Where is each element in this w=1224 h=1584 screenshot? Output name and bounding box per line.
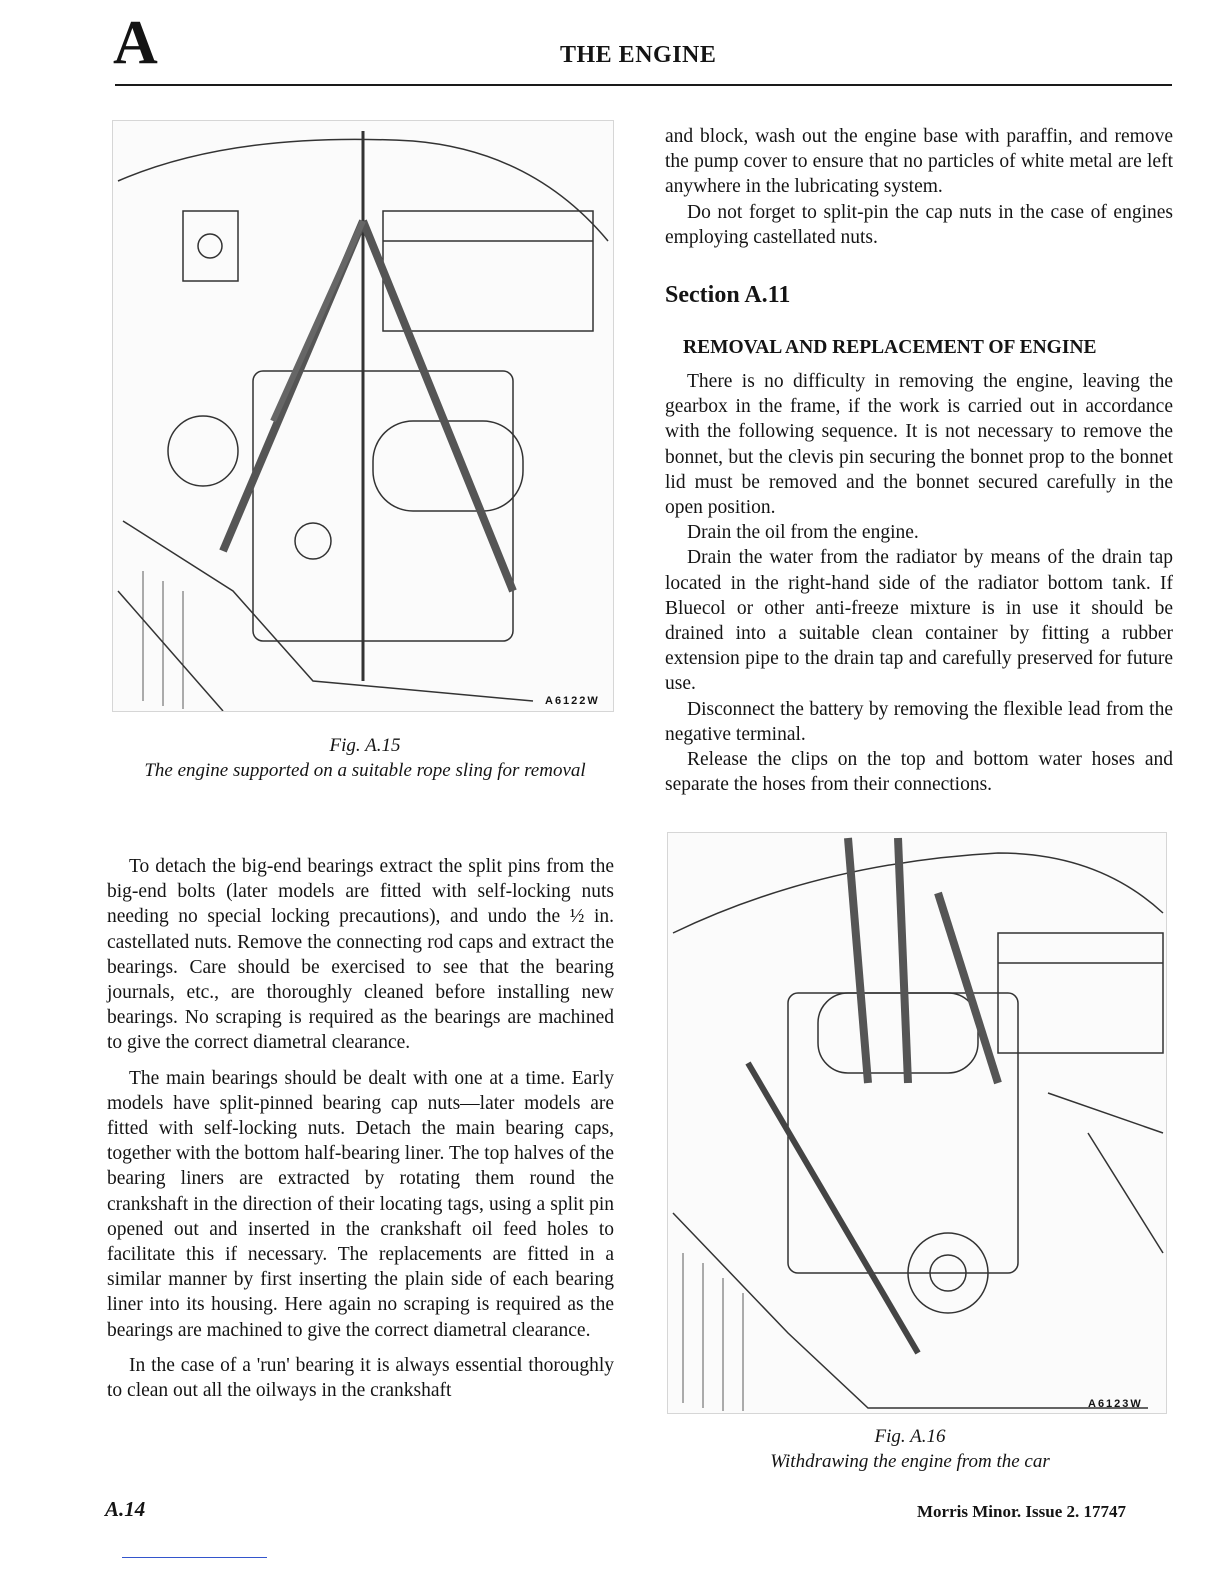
- paragraph: Disconnect the battery by removing the flexible lead from the negative terminal.: [665, 698, 1173, 745]
- engine-withdraw-drawing: [668, 833, 1166, 1413]
- figure-a16-number: Fig. A.16: [874, 1426, 946, 1447]
- bottom-link-rule: [122, 1557, 267, 1558]
- header-rule: [115, 84, 1172, 86]
- figure-a15-number: Fig. A.15: [329, 735, 401, 756]
- section-letter: A: [113, 9, 158, 77]
- figure-a15-code: A6122W: [545, 695, 600, 707]
- right-column-text: [665, 369, 1173, 797]
- figure-a15-illustration: [112, 120, 614, 712]
- left-column-text: [107, 854, 614, 1403]
- figure-a16-caption-text: Withdrawing the engine from the car: [770, 1451, 1050, 1472]
- paragraph: In the case of a 'run' bearing it is always essential thoroughly to clean out all the oilways in the crankshaft: [107, 1354, 614, 1402]
- paragraph: Release the clips on the top and bottom water hoses and separate the hoses from their connections.: [665, 749, 1173, 796]
- figure-a15-caption-text: The engine supported on a suitable rope sling for removal: [144, 760, 586, 781]
- paragraph: Do not forget to split-pin the cap nuts in the case of engines employing castellated nuts.: [665, 201, 1173, 248]
- section-heading: Section A.11: [665, 282, 791, 308]
- paragraph: There is no difficulty in removing the engine, leaving the gearbox in the frame, if the work is carried out in accordance with the following sequence. It is not necessary to remove the bonnet, but the clevis pin securing the bonnet prop to the bonnet lid must be removed and the bonnet secured carefully in the open position.: [665, 371, 1173, 519]
- figure-a16-caption: [700, 1424, 1120, 1474]
- paragraph: The main bearings should be dealt with one at a time. Early models have split-pinned bearing cap nuts—later models are fitted with self-locking nuts. Detach the main bearing caps, together with the bottom half-bearing liner. The top halves of the bearing liners are extracted by rotating them round the crankshaft in the direction of their locating tags, using a split pin opened out and inserted in the crankshaft oil feed holes to facilitate this if necessary. The replacements are fitted in a similar manner by first inserting the plain side of each bearing liner into its housing. Here again no scraping is required as the bearings are machined to give the correct diametral clearance.: [107, 1067, 614, 1341]
- page-title: THE ENGINE: [560, 42, 717, 68]
- figure-a16-code: A6123W: [1088, 1398, 1143, 1410]
- figure-a15-caption: [140, 733, 590, 783]
- paragraph: Drain the water from the radiator by means of the drain tap located in the right-hand side of the radiator bottom tank. If Bluecol or other anti-freeze mixture is in use it should be drained into a suitable clean container by fitting a rubber extension pipe to the drain tap and carefully preserved for future use.: [665, 547, 1173, 695]
- paragraph: and block, wash out the engine base with paraffin, and remove the pump cover to ensure that no particles of white metal are left anywhere in the lubricating system.: [665, 126, 1173, 198]
- sub-heading: REMOVAL AND REPLACEMENT OF ENGINE: [683, 337, 1097, 358]
- paragraph: To detach the big-end bearings extract the split pins from the big-end bolts (later models are fitted with self-locking nuts needing no special locking precautions), and undo the ½ in. castellated nuts. Remove the connecting rod caps and extract the bearings. Care should be exercised to see that the bearing journals, etc., are thoroughly cleaned before installing new bearings. No scraping is required as the bearings are machined to give the correct diametral clearance.: [107, 856, 614, 1054]
- publication-info: Morris Minor. Issue 2. 17747: [917, 1502, 1127, 1521]
- right-column-top-text: [665, 124, 1173, 250]
- figure-a16-illustration: [667, 832, 1167, 1414]
- paragraph: Drain the oil from the engine.: [687, 522, 919, 544]
- page-number: A.14: [105, 1497, 146, 1521]
- engine-sling-drawing: [113, 121, 613, 711]
